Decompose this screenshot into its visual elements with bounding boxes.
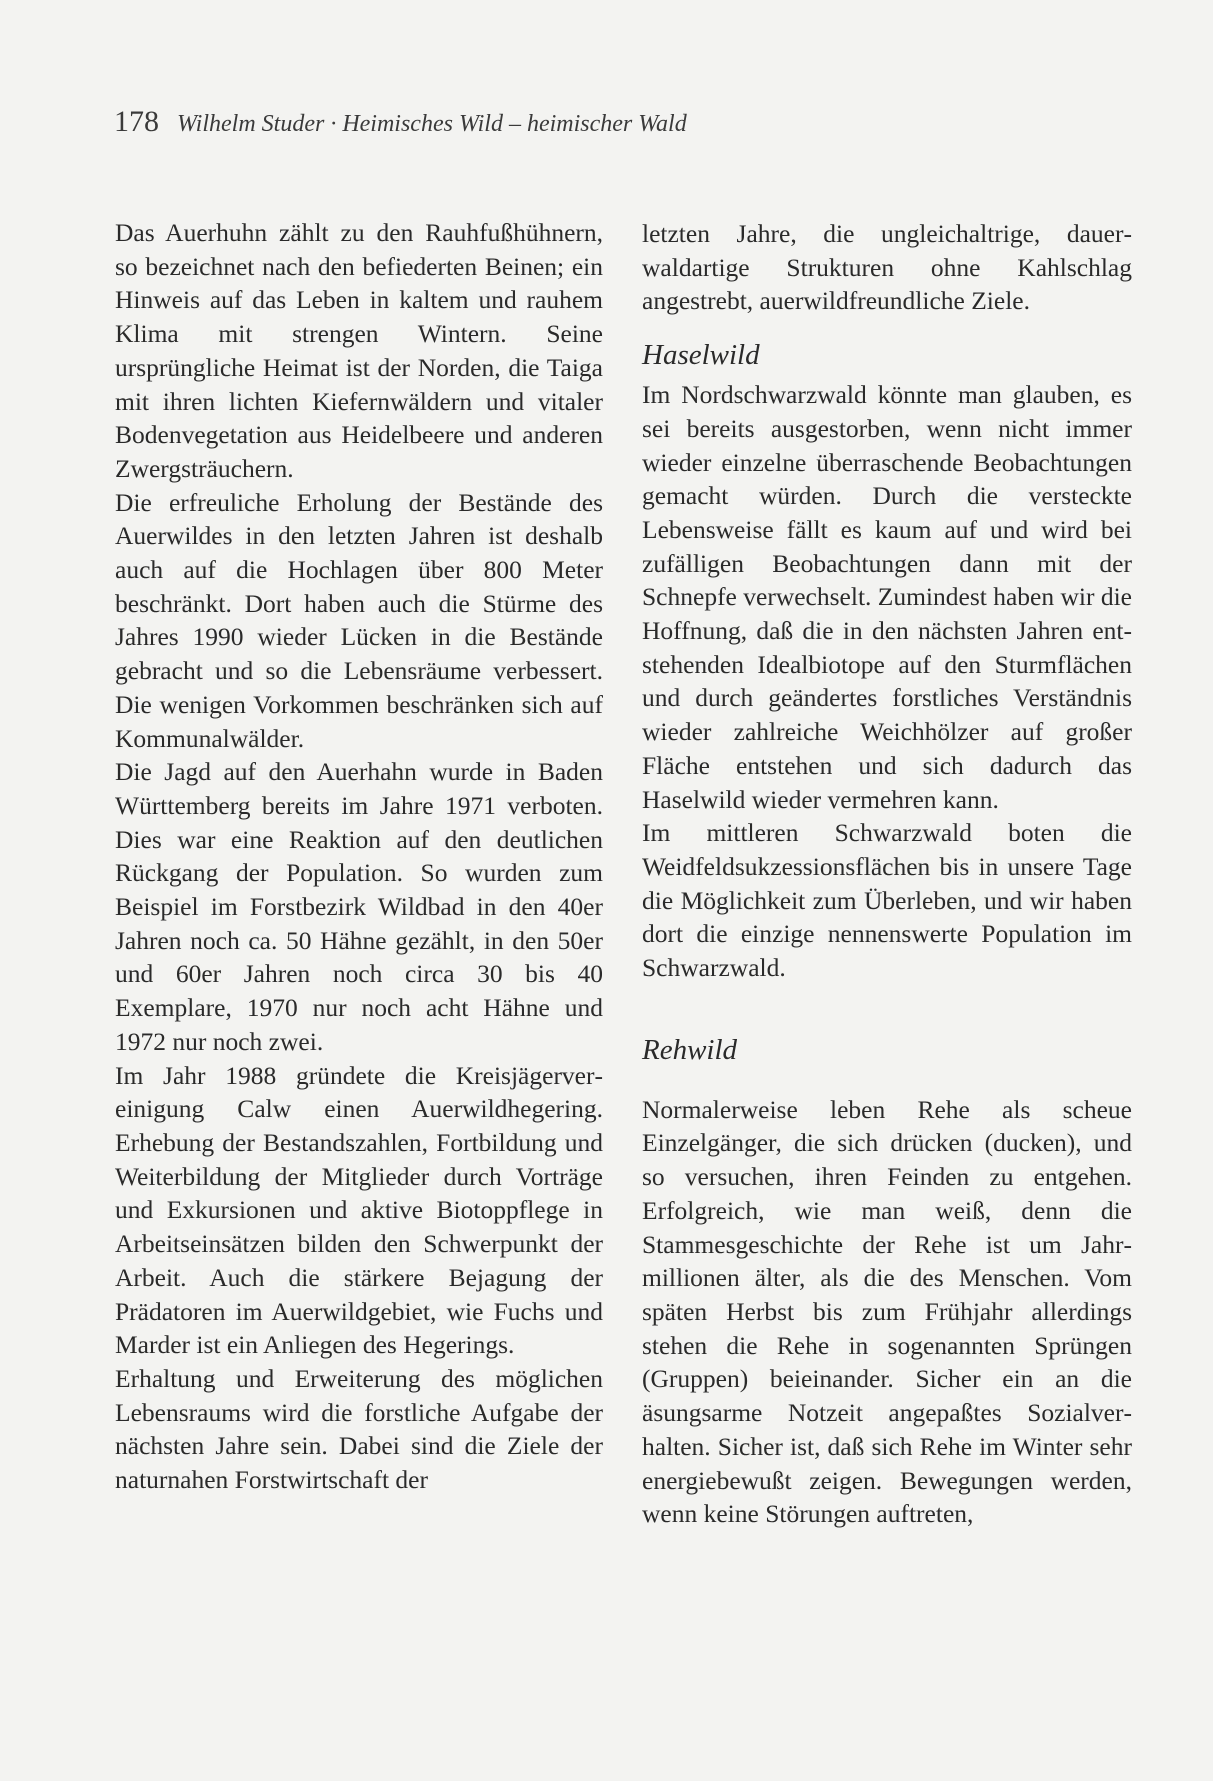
paragraph: Normalerweise leben Rehe als scheue Einzelgänger, die sich drücken (ducken), und so versuchen, ihren Feinden zu entgehen. Erfolgreich, wie man weiß, denn die Stammesgeschichte der Rehe ist um Jahrmillionen älter, als die des Menschen. Vom späten Herbst bis zum Frühjahr allerdings stehen die Rehe in sogenannten Sprüngen (Gruppen) beieinander. Sicher ein an die äsungsarme Notzeit angepaßtes Sozialverhalten. Sicher ist, daß sich Rehe im Winter sehr energiebewußt zeigen. Bewegungen werden, wenn keine Störungen auftreten, <box>642 1094 1132 1529</box>
page-number: 178 <box>114 105 159 138</box>
paragraph: Im Nordschwarzwald könnte man glauben, es sei bereits ausgestorben, wenn nicht immer wieder einzelne überraschende Beobachtungen gemacht würden. Durch die versteckte Lebensweise fällt es kaum auf und wird bei zufälligen Beobachtungen dann mit der Schnepfe verwechselt. Zumindest haben wir die Hoffnung, daß die in den nächsten Jahren entstehenden Idealbiotope auf den Sturmflächen und durch geändertes forstliches Verständnis wieder zahlreiche Weichhölzer auf großer Fläche entstehen und sich dadurch das Haselwild wieder vermehren kann. <box>642 380 1133 814</box>
paragraph: Das Auerhuhn zählt zu den Rauhfußhühnern, so bezeichnet nach den befiederten Beinen; ein Hinweis auf das Leben in kaltem und rauhem Klima mit strengen Wintern. Seine ursprüngliche Heimat ist der Norden, die Taiga mit ihren lichten Kiefernwäldern und vitaler Bodenvegetation aus Heidelbeere und anderen Zwergsträuchern. <box>115 218 603 483</box>
running-title: Wilhelm Studer · Heimisches Wild – heimischer Wald <box>177 111 687 137</box>
section-heading-rehwild: Rehwild <box>642 1033 738 1066</box>
paragraph: Die Jagd auf den Auerhahn wurde in Baden Württemberg bereits im Jahre 1971 verboten. Dies war eine Reaktion auf den deutlichen Rückgang der Population. So wurden zum Beispiel im Forstbezirk Wildbad in den 40er Jahren noch ca. 50 Hähne gezählt, in den 50er und 60er Jahren noch circa 30 bis 40 Exemplare, 1970 nur noch acht Hähne und 1972 nur noch zwei. <box>115 757 603 1056</box>
paragraph: Im mittleren Schwarzwald boten die Weidfeldsukzessionsflächen bis in unsere Tage die Möglichkeit zum Überleben, und wir haben dort die einzige nennenswerte Population im Schwarzwald. <box>642 818 1132 983</box>
paragraph: Erhaltung und Erweiterung des möglichen Lebensraums wird die forstliche Aufgabe der nächsten Jahre sein. Dabei sind die Ziele der naturnahen Forstwirtschaft der <box>115 1363 603 1495</box>
running-header <box>114 105 687 139</box>
paragraph: letzten Jahre, die ungleichaltrige, dauerwaldartige Strukturen ohne Kahlschlag angestrebt, auerwildfreundliche Ziele. <box>642 219 1132 316</box>
paragraph: Im Jahr 1988 gründete die Kreisjägervereinigung Calw einen Auerwildhegering. Erhebung der Bestandszahlen, Fortbildung und Weiterbildung der Mitglieder durch Vorträge und Exkursionen und aktive Biotoppflege in Arbeitseinsätzen bilden den Schwerpunkt der Arbeit. Auch die stärkere Bejagung der Prädatoren im Auerwildgebiet, wie Fuchs und Marder ist ein Anliegen des Hegerings. <box>115 1060 603 1360</box>
paragraph: Die erfreuliche Erholung der Bestände des Auerwildes in den letzten Jahren ist deshalb auch auf die Hochlagen über 800 Meter beschränkt. Dort haben auch die Stürme des Jahres 1990 wieder Lücken in die Bestände gebracht und so die Lebensräume verbessert. Die wenigen Vorkommen beschränken sich auf Kommunalwälder. <box>115 487 603 753</box>
right-column <box>642 217 1132 1531</box>
section-heading-haselwild: Haselwild <box>642 339 760 372</box>
left-column <box>115 216 603 1497</box>
